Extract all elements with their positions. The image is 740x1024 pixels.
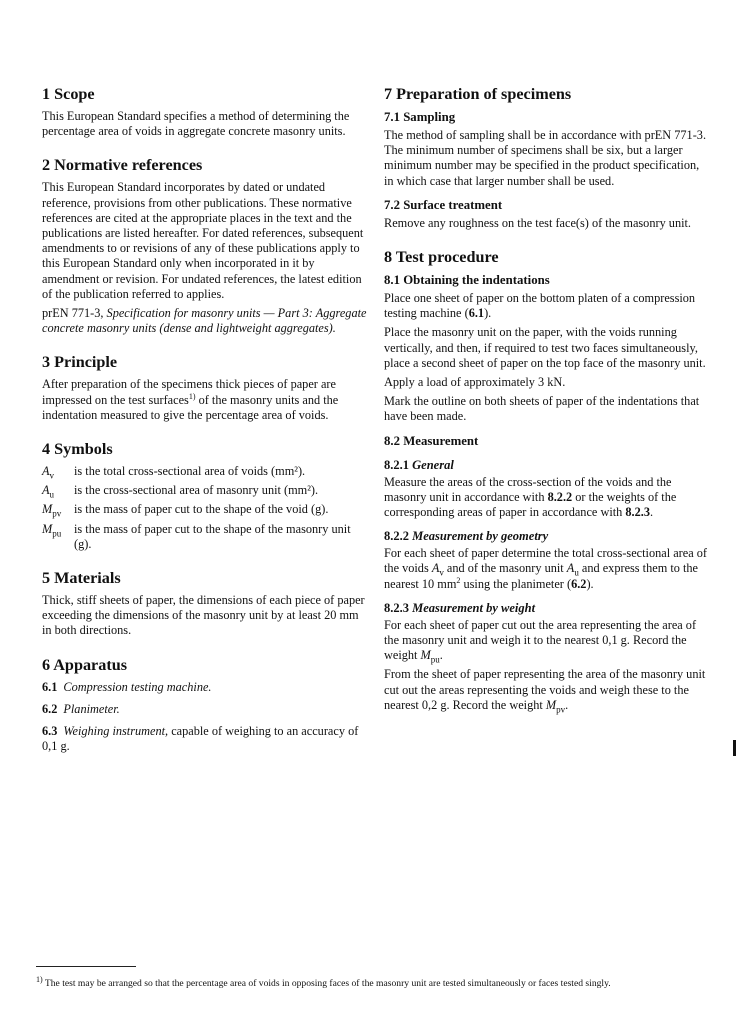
- footnote-text: The test may be arranged so that the percentage area of voids in opposing faces of the masonry unit are tested simultaneously or faces tested singly.: [42, 978, 611, 989]
- section-title: 7 Preparation of specimens: [384, 85, 572, 103]
- footnote-marker: 1): [36, 974, 43, 984]
- reference-title: Specification for masonry units — Part 3: Aggregate concrete masonry units (dense and lightweight aggregates).: [42, 306, 367, 336]
- subsection-measurement-by-weight: [384, 600, 708, 713]
- footnote-divider: [36, 966, 136, 967]
- section-title: 6 Apparatus: [42, 655, 128, 674]
- symbol: $M_{pv}$: [42, 502, 62, 519]
- subsection-sampling: [384, 109, 708, 189]
- text-part: After preparation of the specimens thick pieces of paper are impressed on the test surfaces: [42, 377, 336, 407]
- symbol-definition: is the mass of paper cut to the shape of the void (g).: [74, 502, 329, 517]
- symbol-definition: is the mass of paper cut to the shape of the masonry unit (g).: [74, 521, 351, 551]
- subsection-title: 8.2.2 Measurement by geometry: [384, 529, 549, 544]
- section-text: [42, 377, 368, 423]
- subsection-surface-treatment: [384, 197, 708, 231]
- symbol-row: [42, 502, 368, 517]
- section-normative-references: [42, 155, 368, 336]
- right-column: [384, 84, 708, 729]
- paragraph: From the sheet of paper representing the area of the masonry unit cut out the areas representing the voids and weigh these to the nearest 0,2 g. Record the weight $M_{pv}$.: [384, 667, 706, 715]
- subsection-title: 8.2.1 General: [384, 457, 454, 472]
- section-title: 4 Symbols: [42, 440, 113, 459]
- apparatus-item: 6.1 Compression testing machine.: [42, 679, 212, 694]
- paragraph: Mark the outline on both sheets of paper of the indentations that have been made.: [384, 394, 700, 424]
- left-column: [42, 84, 368, 770]
- subsection-indentations: [384, 272, 708, 425]
- symbol-definition: is the cross-sectional area of masonry unit (mm²).: [74, 483, 319, 498]
- section-test-procedure: [384, 247, 708, 713]
- paragraph: Apply a load of approximately 3 kN.: [384, 375, 566, 390]
- subsection-title: 7.2 Surface treatment: [384, 197, 503, 212]
- section-text: Thick, stiff sheets of paper, the dimensions of each piece of paper exceeding the dimensions of the masonry unit by at least 20 mm in both directions.: [42, 593, 365, 638]
- symbol: $A_u$: [42, 483, 55, 500]
- subsection-measurement: [384, 433, 708, 449]
- apparatus-item: 6.2 Planimeter.: [42, 701, 120, 716]
- subsection-text: Remove any roughness on the test face(s) of the masonry unit.: [384, 215, 692, 230]
- subsection-measurement-by-geometry: [384, 528, 708, 592]
- footnote: [36, 974, 686, 990]
- section-scope: [42, 84, 368, 139]
- section-apparatus: [42, 655, 368, 755]
- subsection-title: 8.1 Obtaining the indentations: [384, 273, 550, 288]
- section-principle: [42, 352, 368, 423]
- section-symbols: [42, 439, 368, 552]
- section-title: 8 Test procedure: [384, 248, 499, 267]
- reference-entry: [42, 306, 368, 336]
- subsection-text: The method of sampling shall be in accordance with prEN 771-3. The minimum number of specimens shall be six, but a larger minimum number may be specified in the product specification, in which case that larger number shall be used.: [384, 128, 707, 188]
- paragraph: For each sheet of paper determine the total cross-sectional area of the voids $A_v$ and of the masonry unit $A_u$ and express them to the nearest 10 $mm^2$ using the planimeter (6.2).: [384, 546, 707, 591]
- paragraph: Place the masonry unit on the paper, with the voids running vertically, and then, if required to test two faces simultaneously, place a second sheet of paper on the top face of the masonry unit.: [384, 325, 706, 370]
- symbol: $M_{pu}$: [42, 521, 62, 539]
- subsection-title: 8.2 Measurement: [384, 433, 479, 448]
- symbol-row: [42, 464, 368, 479]
- reference-code: prEN 771-3,: [42, 306, 107, 321]
- symbol-row: [42, 522, 368, 552]
- section-materials: [42, 568, 368, 639]
- paragraph: Place one sheet of paper on the bottom platen of a compression testing machine (6.1).: [384, 291, 696, 321]
- symbol-row: [42, 483, 368, 498]
- symbol-definition: is the total cross-sectional area of voids (mm²).: [74, 464, 306, 479]
- footnote-marker: 1): [188, 391, 196, 401]
- section-title: 2 Normative references: [42, 156, 203, 175]
- apparatus-item: 6.3 Weighing instrument, capable of weighing to an accuracy of 0,1 g.: [42, 724, 359, 754]
- paragraph: Measure the areas of the cross-section of the voids and the masonry unit in accordance with 8.2.2 or the weights of the corresponding areas of paper in accordance with 8.2.3.: [384, 474, 677, 520]
- subsection-general: [384, 457, 708, 521]
- symbol: $A_v$: [42, 464, 55, 481]
- text-part: of the masonry units and the indentation measured to give the percentage area of voids.: [42, 392, 339, 422]
- paragraph: For each sheet of paper cut out the area representing the area of the masonry unit and weigh it to the nearest 0,1 g. Record the weight $M_{pu}$.: [384, 617, 697, 665]
- subsection-title: 8.2.3 Measurement by weight: [384, 600, 536, 615]
- section-title: 1 Scope: [42, 85, 95, 103]
- section-title: 3 Principle: [42, 353, 118, 372]
- section-text: This European Standard specifies a method of determining the percentage area of voids in aggregate concrete masonry units.: [42, 109, 350, 139]
- section-preparation: [384, 84, 708, 231]
- change-bar: [733, 740, 736, 756]
- section-title: 5 Materials: [42, 569, 121, 588]
- section-text: This European Standard incorporates by dated or undated reference, provisions from other publications. These normative references are cited at the appropriate places in the text and the publications are listed hereafter. For dated references, subsequent amendments to or revisions of any of these publications apply to this European Standard only when incorporated in it by amendment or revision. For undated references, the latest edition of the publication referred to applies.: [42, 180, 364, 301]
- subsection-title: 7.1 Sampling: [384, 110, 456, 124]
